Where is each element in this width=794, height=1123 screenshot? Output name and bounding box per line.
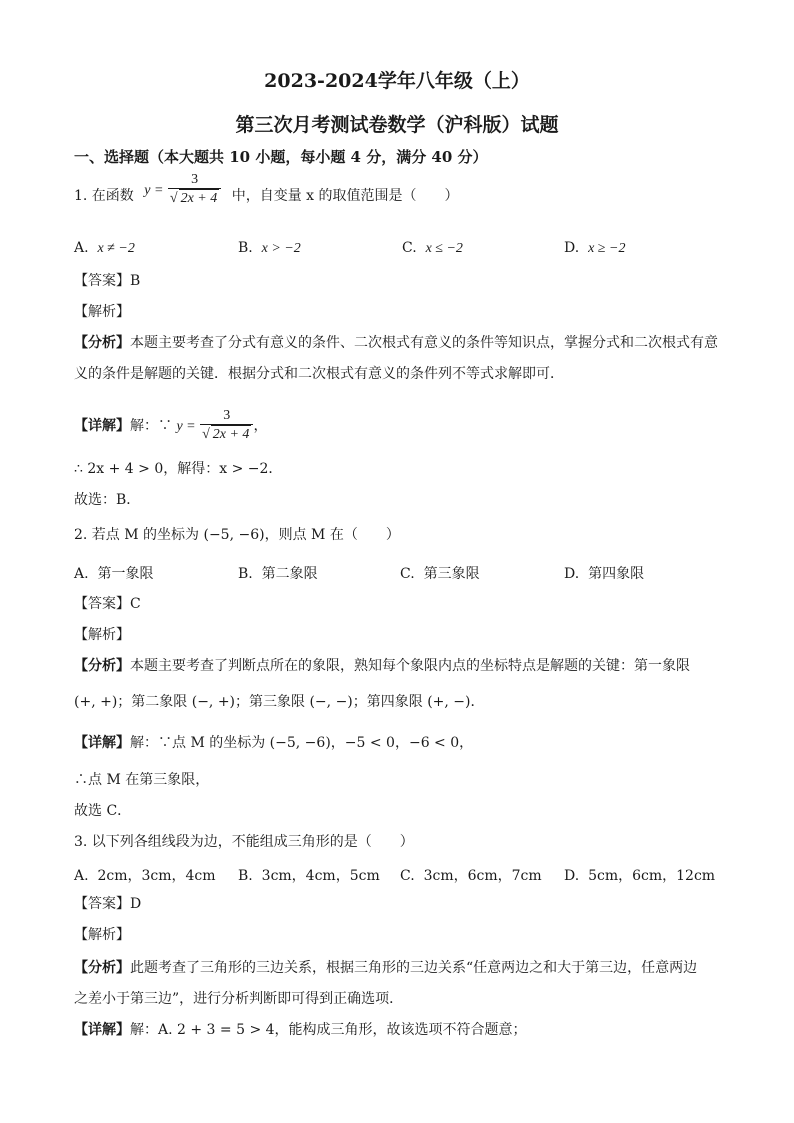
q2-answer: 【答案】C — [74, 596, 141, 612]
q1-formula-numerator: 3 — [191, 172, 199, 187]
q2-fenxi-line-2: (+, +)；第二象限 (−, +)；第三象限 (−, −)；第四象限 (+, −)． — [74, 694, 485, 710]
q2-option-d: D. 第四象限 — [564, 566, 645, 582]
q1-formula-denominator — [168, 188, 221, 208]
q1-stem-suffix: 中，自变量 x 的取值范围是（ ） — [231, 188, 459, 204]
sqrt-icon: √ — [202, 427, 210, 442]
q3-answer: 【答案】D — [74, 896, 142, 912]
q1-formula-fraction — [168, 172, 221, 208]
q1-detail-formula: y = $\frac{3}{√ 2x + 4}$ — [176, 408, 253, 444]
q2-detail-line-2: ∴点 M 在第三象限， — [74, 772, 210, 788]
q1-analysis-tag: 【解析】 — [74, 304, 130, 320]
q2-fenxi-line-1: 【分析】本题主要考查了判断点所在的象限，熟知每个象限内点的坐标特点是解题的关键：第一象限 — [74, 658, 690, 674]
sqrt-icon: √ — [169, 191, 178, 206]
q1-detail-line-1: 【详解】解：∵ y = $\frac{3}{√ 2x + 4}$ ， — [74, 408, 268, 442]
q3-fenxi-line-2: 之差小于第三边”，进行分析判断即可得到正确选项． — [74, 991, 404, 1007]
section-heading: 一、选择题（本大题共 10 小题，每小题 4 分，满分 40 分） — [74, 148, 488, 166]
q1-option-c: C. x ≤ −2 — [402, 240, 463, 256]
q2-option-b: B. 第二象限 — [238, 566, 318, 582]
q1-formula — [144, 172, 221, 208]
q2-option-c: C. 第三象限 — [400, 566, 480, 582]
q1-fenxi-line-1: 【分析】本题主要考查了分式有意义的条件、二次根式有意义的条件等知识点，掌握分式和二次根式有意 — [74, 335, 718, 351]
q2-option-a: A. 第一象限 — [74, 566, 154, 582]
q1-fenxi-line-2: 义的条件是解题的关键．根据分式和二次根式有意义的条件列不等式求解即可． — [74, 366, 564, 382]
q2-stem: 2. 若点 M 的坐标为 (−5, −6)，则点 M 在（ ） — [74, 527, 400, 543]
q1-option-b: B. x > −2 — [238, 240, 301, 256]
q1-option-a: A. x ≠ −2 — [74, 240, 135, 256]
q3-stem: 3. 以下列各组线段为边，不能组成三角形的是（ ） — [74, 834, 414, 850]
title-line-2: 第三次月考测试卷数学（沪科版）试题 — [235, 114, 559, 136]
q1-detail-line-2: ∴ 2x + 4 > 0，解得：x > −2． — [74, 461, 283, 477]
q3-fenxi-line-1: 【分析】此题考查了三角形的三边关系，根据三角形的三边关系“任意两边之和大于第三边，任意两边 — [74, 960, 698, 976]
q1-option-d: D. x ≥ −2 — [564, 240, 626, 256]
q1-stem — [74, 172, 459, 214]
q1-stem-prefix: 1. 在函数 — [74, 188, 134, 204]
q2-analysis-tag: 【解析】 — [74, 627, 130, 643]
q3-option-c: C. 3cm，6cm，7cm — [400, 868, 542, 884]
q1-conclusion: 故选：B． — [74, 492, 141, 508]
q1-formula-radicand: 2x + 4 — [180, 191, 218, 206]
q3-option-d: D. 5cm，6cm，12cm — [564, 868, 716, 884]
q1-answer: 【答案】B — [74, 273, 141, 289]
q3-analysis-tag: 【解析】 — [74, 927, 130, 943]
q2-conclusion: 故选 C． — [74, 803, 132, 819]
q3-detail-line-1: 【详解】解：A. 2 + 3 = 5 > 4，能构成三角形，故该选项不符合题意； — [74, 1022, 527, 1038]
q1-formula-lhs: y = — [144, 183, 164, 198]
q3-option-a: A. 2cm，3cm，4cm — [74, 868, 216, 884]
q1-detail-fraction: $\frac{3}{√ 2x + 4}$ — [200, 408, 253, 444]
title-line-1: 2023-2024学年八年级（上） — [264, 70, 530, 92]
q3-option-b: B. 3cm，4cm，5cm — [238, 868, 380, 884]
q2-detail-line-1: 【详解】解：∵点 M 的坐标为 (−5, −6)，−5 < 0，−6 < 0， — [74, 735, 474, 751]
